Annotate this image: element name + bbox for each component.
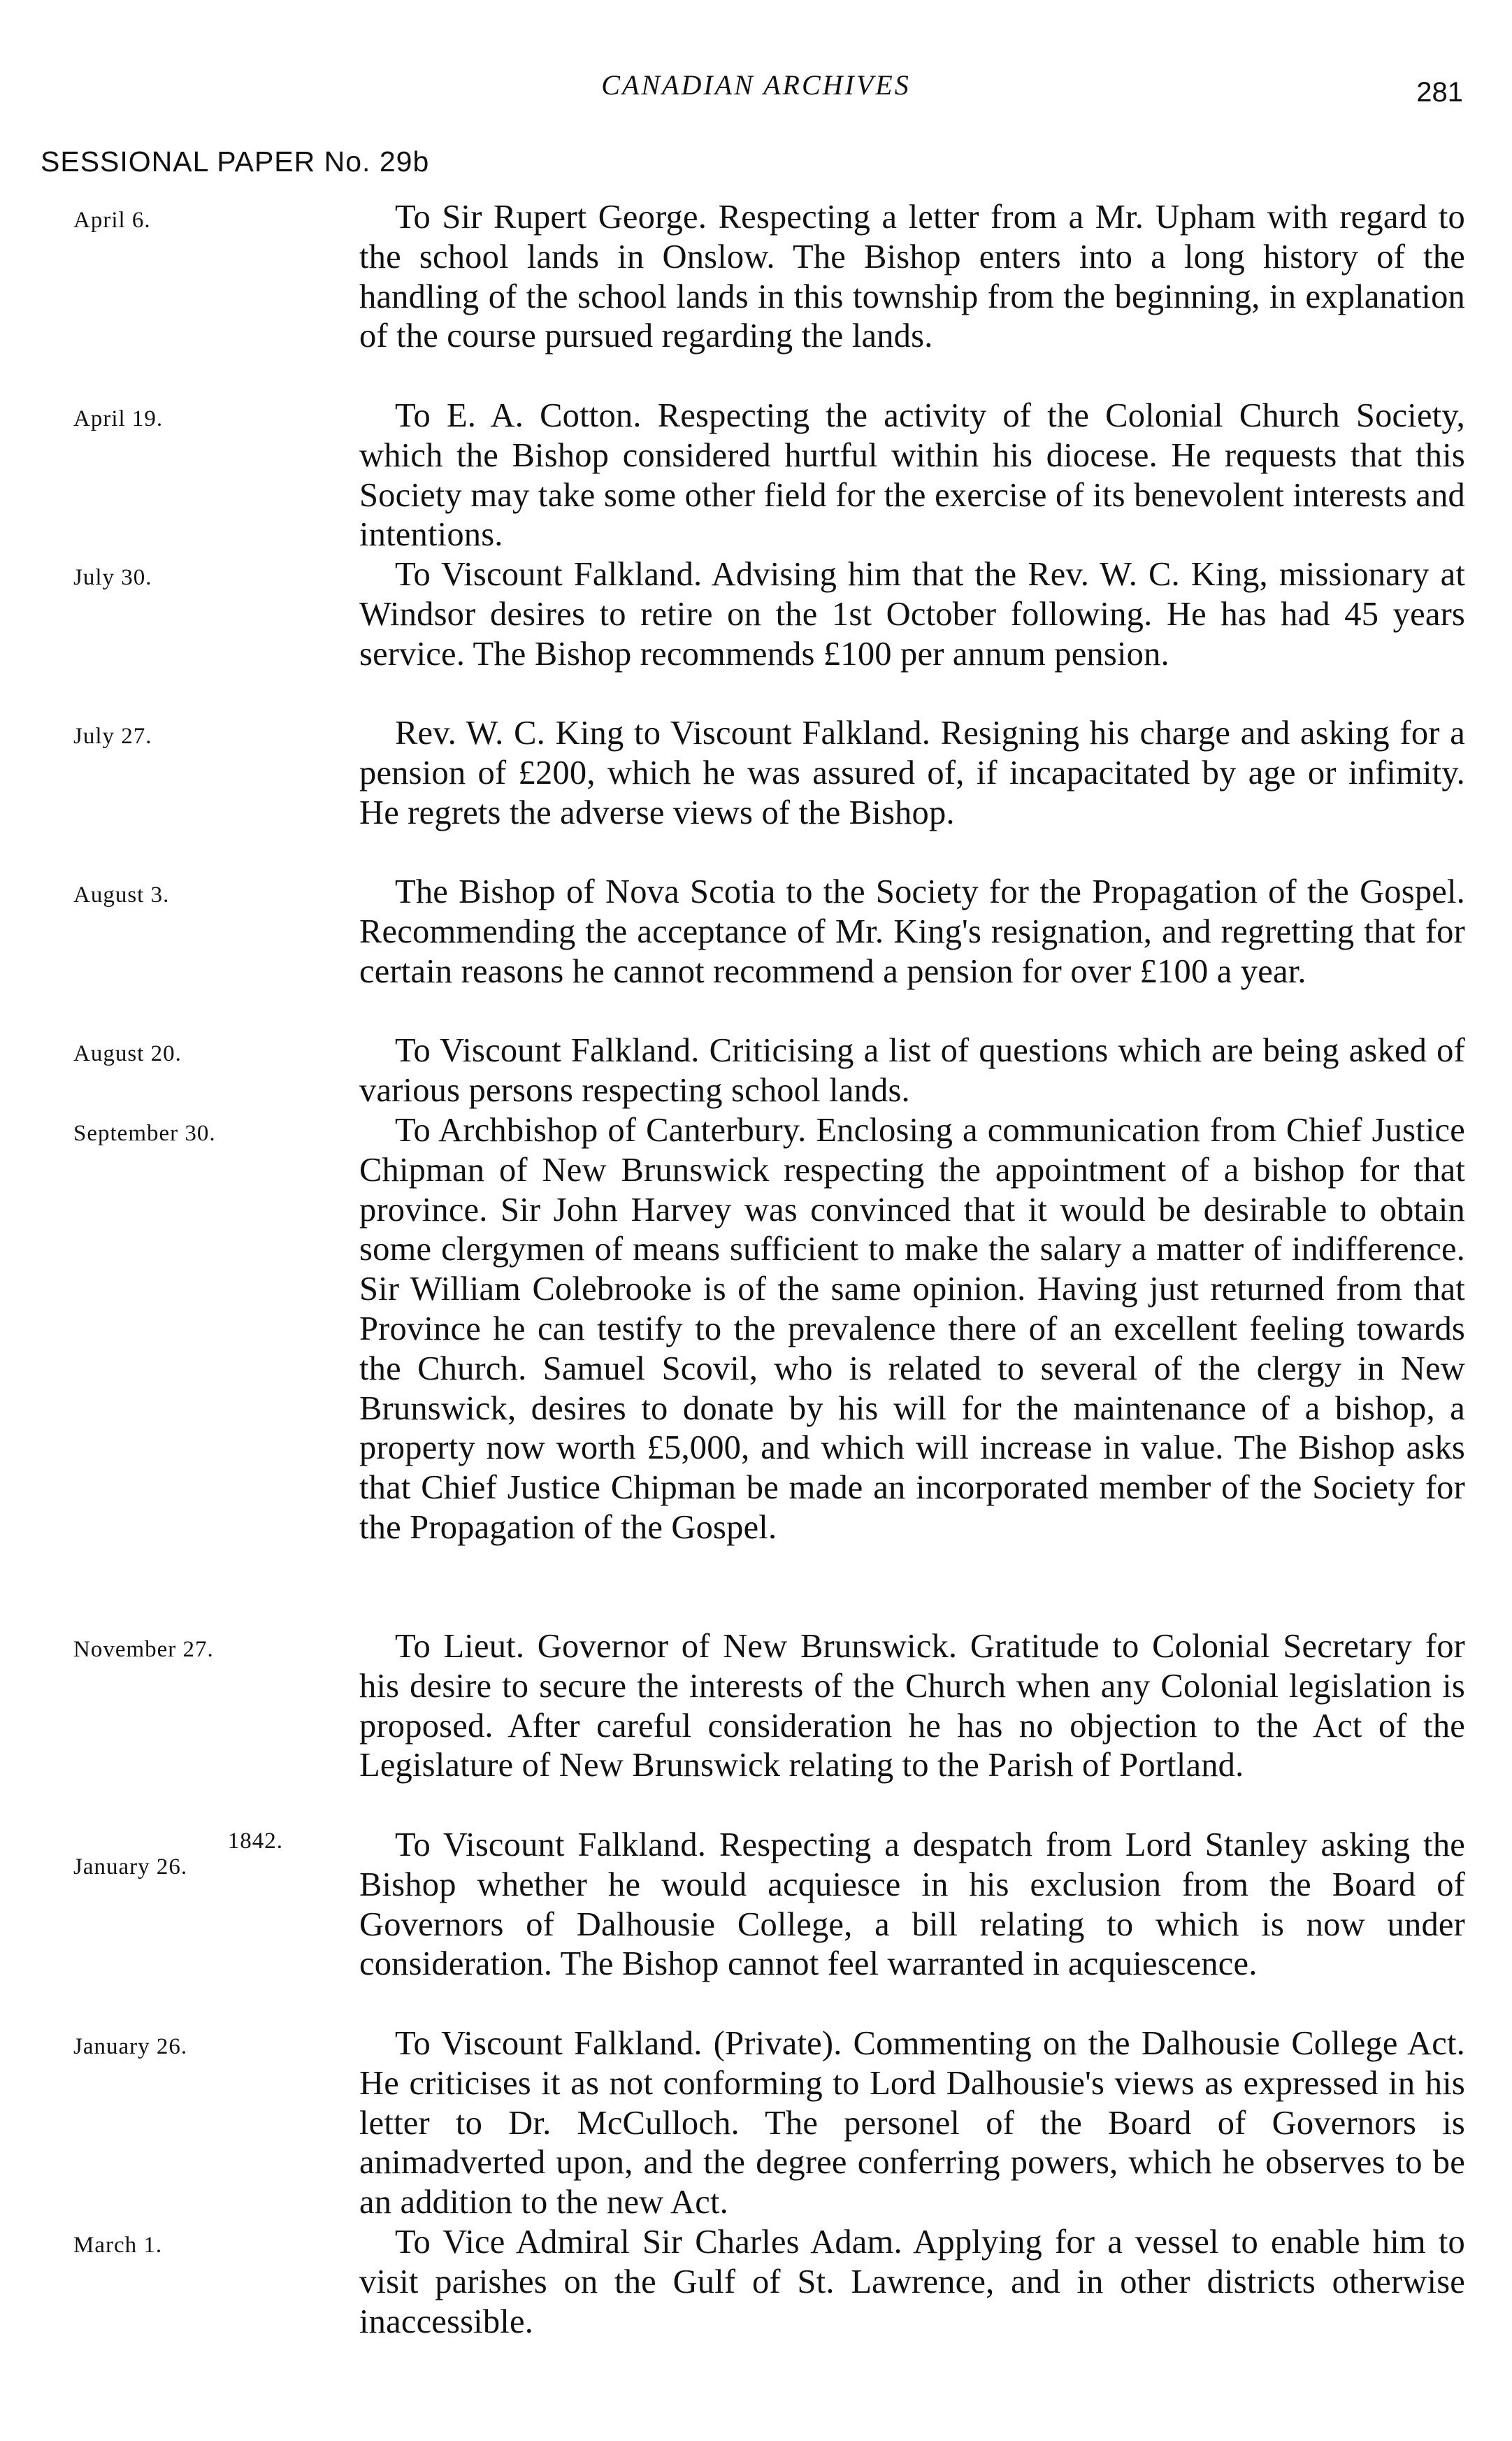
entry-text: To Viscount Falkland. Criticising a list of questions which are being asked of various persons respecting school lands.	[359, 1032, 1465, 1109]
entry-date-text: November 27.	[73, 1637, 214, 1662]
entry-date-text: July 30.	[73, 565, 152, 590]
entry-date-text: April 19.	[73, 406, 164, 431]
entry-date	[73, 1637, 214, 1663]
entry-date	[73, 1828, 283, 1880]
entry-text: To Vice Admiral Sir Charles Adam. Applying for a vessel to enable him to visit parishes on the Gulf of St. Lawrence, and in other districts otherwise inaccessible.	[359, 2224, 1465, 2340]
entry-text: To Viscount Falkland. (Private). Commenting on the Dalhousie College Act. He criticises it as not conforming to Lord Dalhousie's views as expressed in his letter to Dr. McCulloch. The personel of the Board of Governors is animadverted upon, and the degree conferring powers, which he observes to be an addition to the new Act.	[359, 2025, 1465, 2221]
entry-date	[73, 2034, 187, 2060]
entry-text: Rev. W. C. King to Viscount Falkland. Resigning his charge and asking for a pension of £200, which he was assured of, if incapacitated by age or infimity. He regrets the adverse views of the Bishop.	[359, 715, 1465, 831]
entry-date-text: August 3.	[73, 882, 170, 908]
entry-date-text: July 27.	[73, 724, 152, 749]
entry-date-text: September 30.	[73, 1121, 216, 1146]
entry-date-text: January 26.	[73, 2034, 188, 2059]
sessional-paper-label: SESSIONAL PAPER No. 29b	[41, 145, 430, 178]
entry-date	[73, 565, 152, 591]
entry-text: To E. A. Cotton. Respecting the activity of the Colonial Church Society, which the Bishop considered hurtful within his diocese. He requests that this Society may take some other field for the exercise of its benevolent interests and intentions.	[359, 397, 1465, 554]
entry-date-text: August 20.	[73, 1041, 182, 1066]
entry-text: To Archbishop of Canterbury. Enclosing a communication from Chief Justice Chipman of New Brunswick respecting the appointment of a bishop for that province. Sir John Harvey was convinced that it would be desirable to obtain some clergymen of means sufficient to make the salary a matter of indifference. Sir William Colebrooke is of the same opinion. Having just returned from that Province he can testify to the prevalence there of an excellent feeling towards the Church. Samuel Scovil, who is related to several of the clergy in New Brunswick, desires to donate by his will for the maintenance of a bishop, a property now worth £5,000, and which will increase in value. The Bishop asks that Chief Justice Chipman be made an incorporated member of the Society for the Propagation of the Gospel.	[359, 1112, 1465, 1546]
entry-date	[73, 2233, 162, 2259]
entry-date	[73, 406, 163, 432]
entry-date	[73, 724, 152, 750]
entry-date-text: January 26.	[73, 1854, 188, 1880]
entry-text: To Viscount Falkland. Respecting a despatch from Lord Stanley asking the Bishop whether he would acquiesce in his exclusion from the Board of Governors of Dalhousie College, a bill relating to which is now under consideration. The Bishop cannot feel warranted in acquiescence.	[359, 1826, 1465, 1983]
entry-date	[73, 882, 169, 908]
entry-text: To Sir Rupert George. Respecting a letter from a Mr. Upham with regard to the school lands in Onslow. The Bishop enters into a long history of the handling of the school lands in this township from the beginning, in explanation of the course pursued regarding the lands.	[359, 199, 1465, 355]
entry-date	[73, 208, 151, 234]
running-header-title: CANADIAN ARCHIVES	[601, 69, 911, 101]
entry-date	[73, 1041, 182, 1067]
entry-date	[73, 1121, 216, 1147]
entry-text: To Lieut. Governor of New Brunswick. Gratitude to Colonial Secretary for his desire to secure the interests of the Church when any Colonial legislation is proposed. After careful consideration he has no objection to the Act of the Legislature of New Brunswick relating to the Parish of Portland.	[359, 1628, 1465, 1784]
page-number: 281	[1416, 77, 1463, 108]
entry-date-text: March 1.	[73, 2233, 163, 2258]
entry-date-text: April 6.	[73, 208, 151, 233]
entry-text: The Bishop of Nova Scotia to the Society for the Propagation of the Gospel. Recommending the acceptance of Mr. King's resignation, and regretting that for certain reasons he cannot recommend a pension for over £100 a year.	[359, 873, 1465, 990]
entry-year: 1842.	[227, 1828, 283, 1854]
entry-text: To Viscount Falkland. Advising him that the Rev. W. C. King, missionary at Windsor desires to retire on the 1st October following. He has had 45 years service. The Bishop recommends £100 per annum pension.	[359, 556, 1465, 673]
